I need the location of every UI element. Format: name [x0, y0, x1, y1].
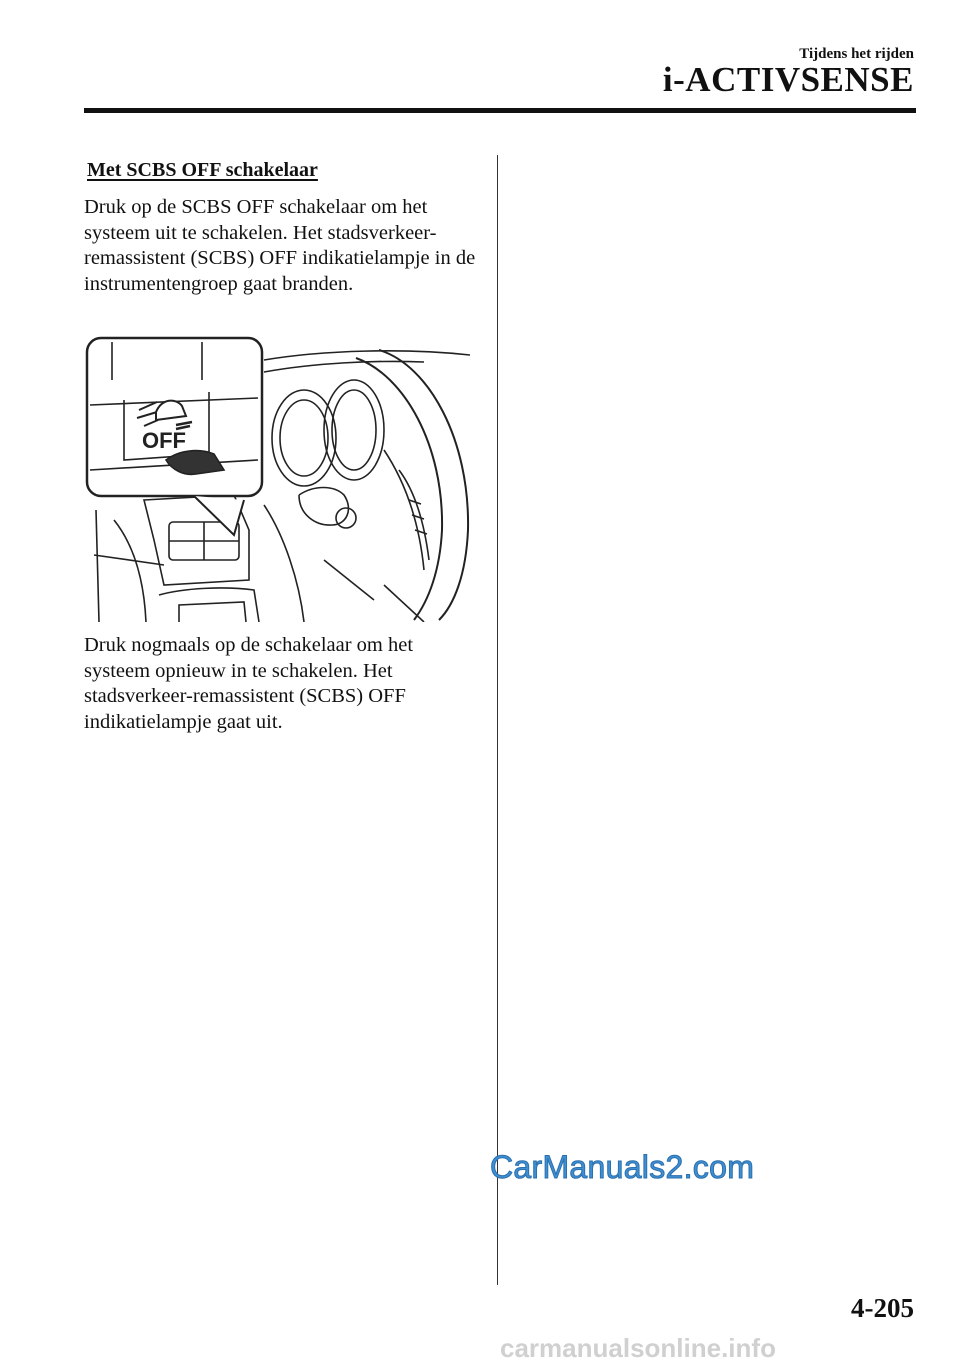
off-label: OFF	[142, 428, 186, 453]
paragraph-turn-off: Druk op de SCBS OFF schakelaar om het systeem uit te schakelen. Het stadsverkeer-remassistent (SCBS) OFF indikatielampje in de instrumentengroep gaat branden.	[84, 196, 476, 295]
paragraph-turn-on: Druk nogmaals op de schakelaar om het systeem opnieuw in te schakelen. Het stadsverkeer-remassistent (SCBS) OFF indikatielampje gaat uit.	[84, 634, 414, 733]
section-title: Tijdens het rijden	[799, 46, 914, 62]
dashboard-illustration	[84, 330, 470, 622]
watermark-carmanualsonline: carmanualsonline.info	[500, 1333, 776, 1363]
subheading: Met SCBS OFF schakelaar	[87, 159, 318, 181]
gauge-drawing	[272, 390, 336, 486]
chapter-title: i-ACTIVSENSE	[662, 60, 914, 99]
watermark-carmanuals2: CarManuals2.com	[490, 1149, 755, 1185]
header-rule	[84, 108, 916, 113]
page-number: 4-205	[851, 1293, 914, 1323]
column-divider	[497, 155, 498, 1285]
